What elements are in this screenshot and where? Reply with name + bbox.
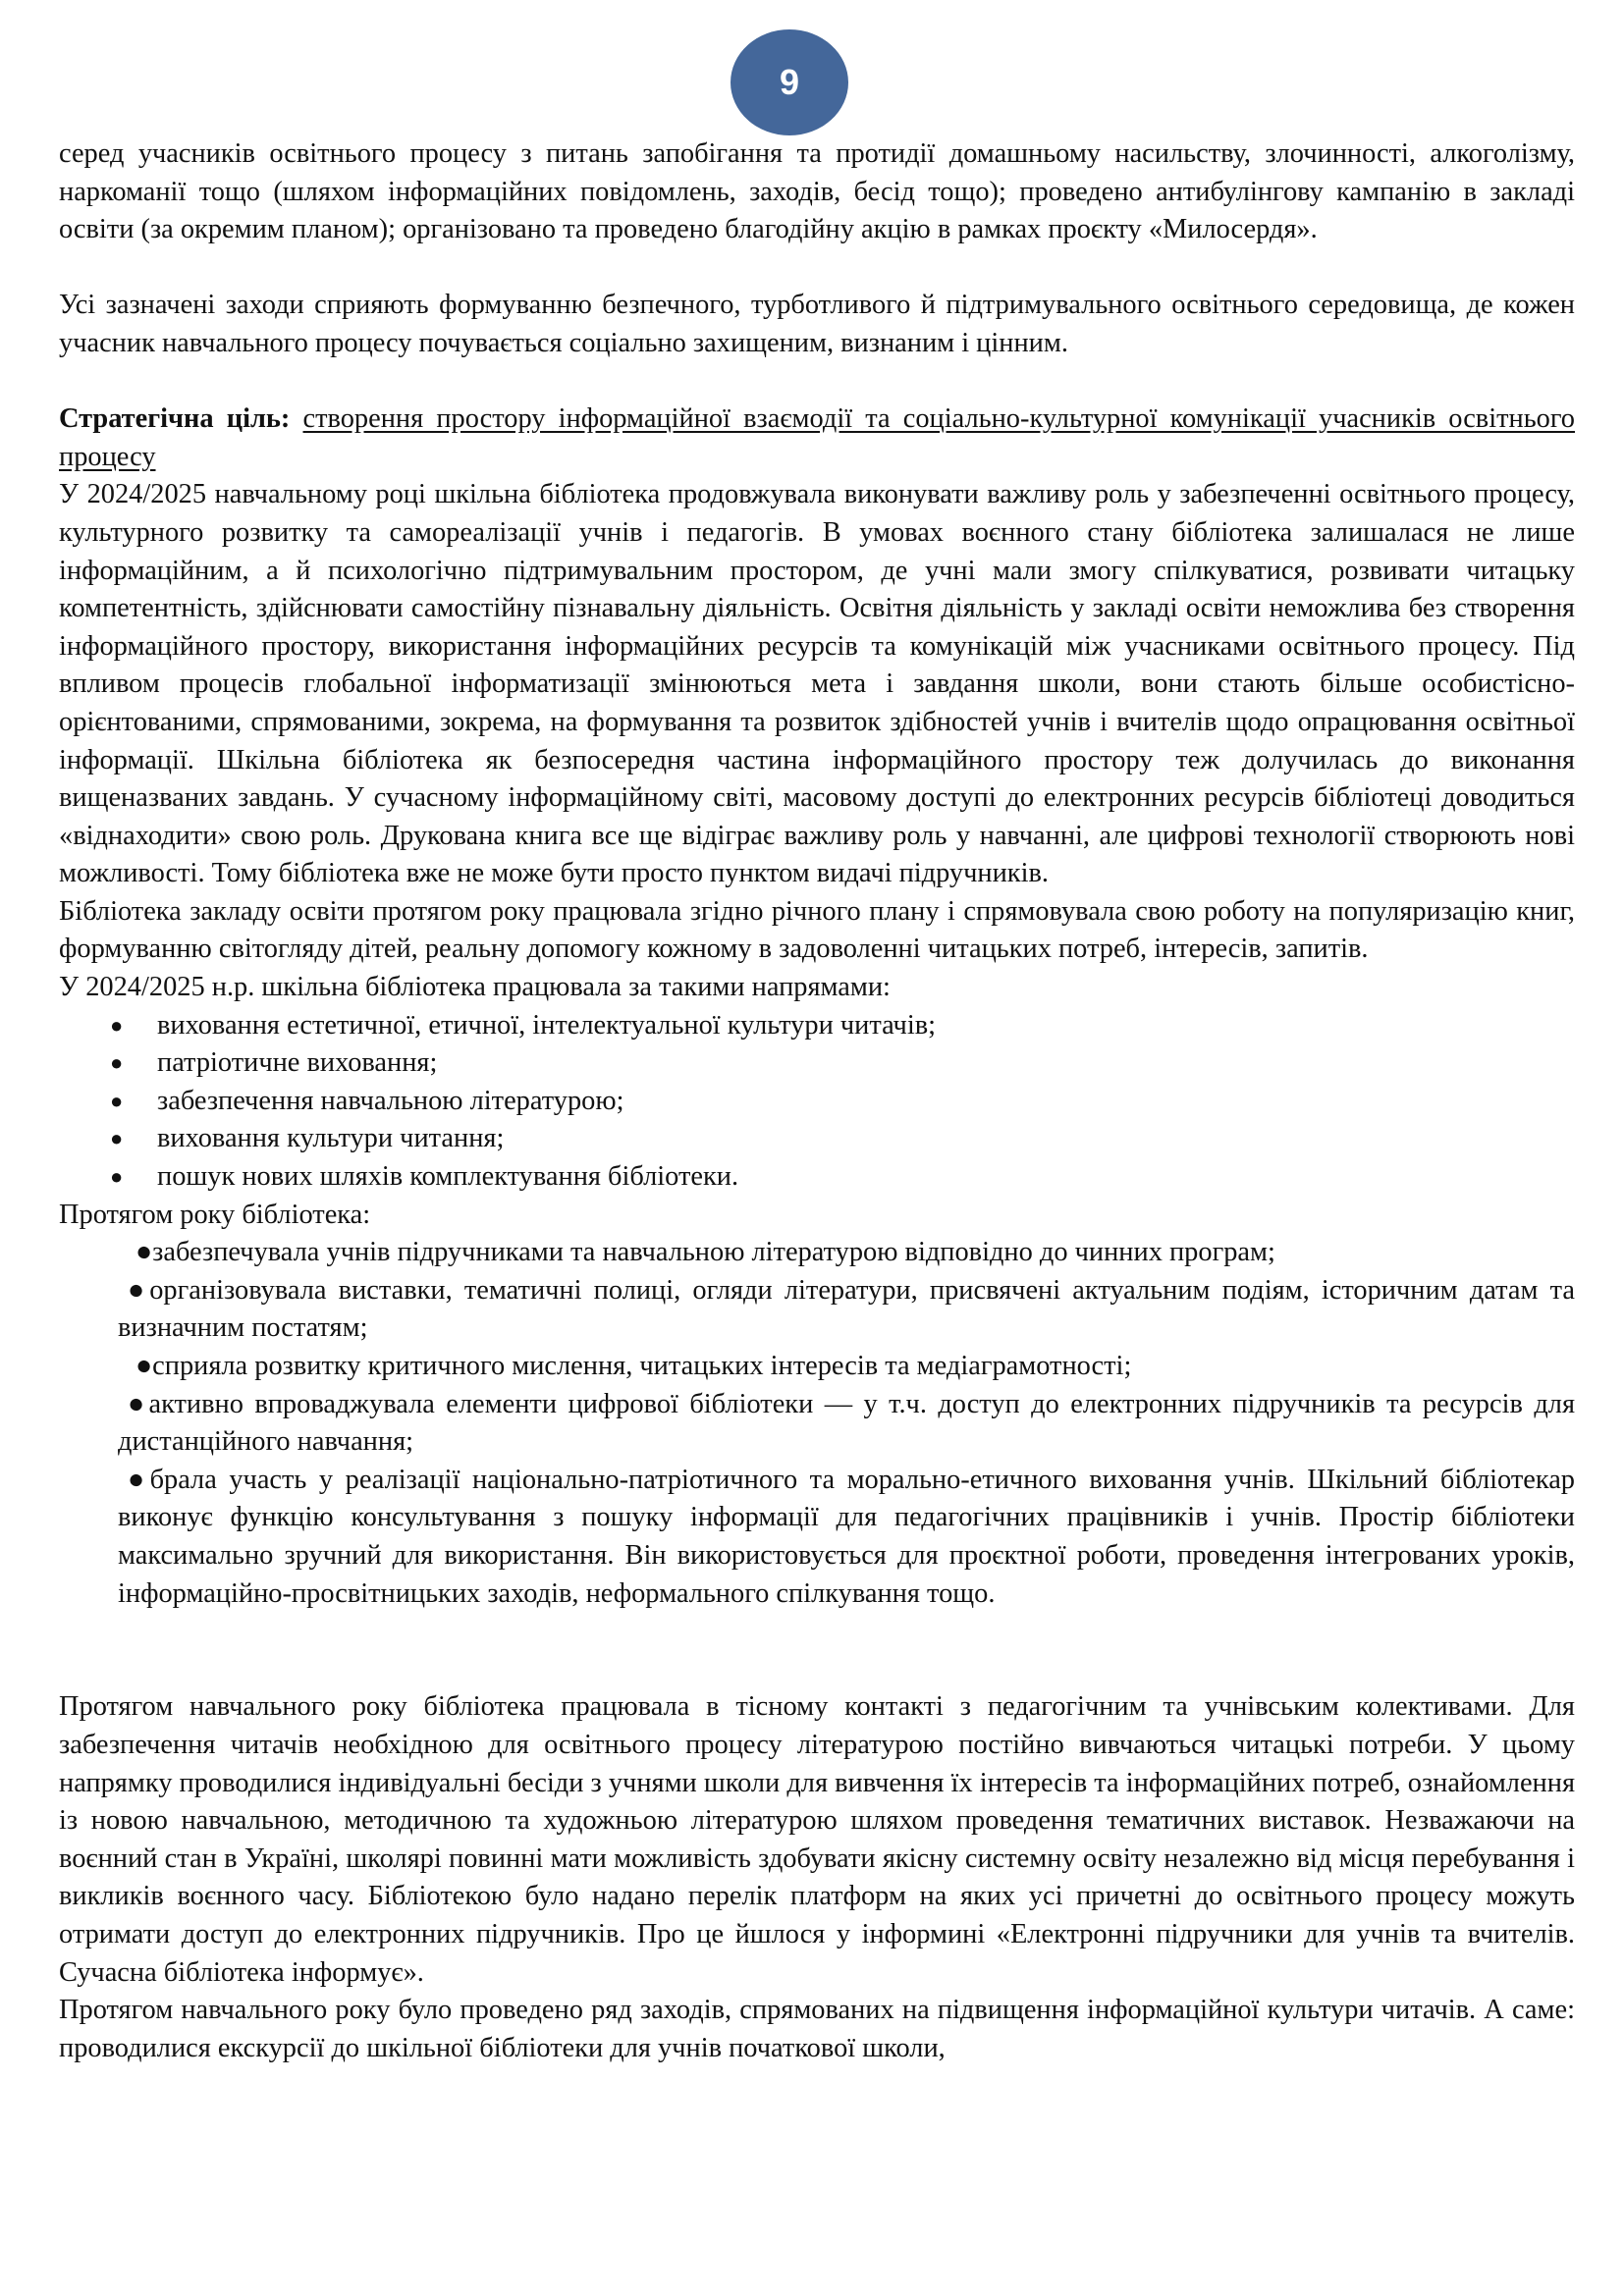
paragraph: серед учасників освітнього процесу з питань запобігання та протидії домашньому насильству, злочинності, алкоголізму, наркоманії тощо (шляхом інформаційних повідомлень, заходів, бесід тощо); проведено антибулінгову кампанію в закладі освіти (за окремим планом); організовано та проведено благодійну акцію в рамках проєкту «Милосердя». — [59, 138, 1575, 245]
list-item: ●організовувала виставки, тематичні полиці, огляди літератури, присвячені актуальним подіям, історичним датам та визначним постатям; — [118, 1274, 1575, 1344]
document-body — [59, 135, 1575, 2067]
paragraph-gap — [59, 1613, 1575, 1651]
strategic-goal-text: створення простору інформаційної взаємодії та соціально-культурної комунікації учасників освітнього процесу — [59, 403, 1575, 472]
list-item: ●активно впроваджувала елементи цифрової бібліотеки — у т.ч. доступ до електронних підручників та ресурсів для дистанційного навчання; — [118, 1388, 1575, 1458]
page-number: 9 — [779, 62, 800, 102]
activities-list — [59, 1234, 1575, 1613]
paragraph: Усі зазначені заходи сприяють формуванню безпечного, турботливого й підтримувального освітнього середовища, де кожен учасник навчального процесу почувається соціально захищеним, визнаним і цінним. — [59, 290, 1575, 358]
list-item: ● патріотичне виховання; — [59, 1044, 1575, 1083]
paragraph: Протягом навчального року бібліотека працювала в тісному контакті з педагогічним та учнівським колективами. Для забезпечення читачів необхідною для освітнього процесу літературою постійно вивчаються читацькі потреби. У цьому напрямку проводилися індивідуальні бесіди з учнями школи для вивчення їх інтересів та інформаційних потреб, ознайомлення із новою навчальною, методичною та художньою літературою шляхом проведення тематичних виставок. Незважаючи на воєнний стан в Україні, школярі повинні мати можливість здобувати якісну системну освіту незалежно від місця перебування і викликів воєнного часу. Бібліотекою було надано перелік платформ на яких усі причетні до освітнього процесу можуть отримати доступ до електронних підручників. Про це йшлося у інформині «Електронні підручники для учнів та вчителів. Сучасна бібліотека інформує». — [59, 1691, 1575, 1988]
paragraph: Протягом навчального року було проведено ряд заходів, спрямованих на підвищення інформаційної культури читачів. А саме: проводилися екскурсії до шкільної бібліотеки для учнів початкової школи, — [59, 1995, 1575, 2063]
list-item: ●брала участь у реалізації національно-патріотичного та морально-етичного виховання учнів. Шкільний бібліотекар виконує функцію консультування з пошуку інформації для педагогічних працівників і учнів. Простір бібліотеки максимально зручний для використання. Він використовується для проєктної роботи, проведення інтегрованих уроків, інформаційно-просвітницьких заходів, неформального спілкування тощо. — [118, 1464, 1575, 1609]
list-item: ●сприяла розвитку критичного мислення, читацьких інтересів та медіаграмотності; — [135, 1351, 1132, 1381]
activities-intro: Протягом року бібліотека: — [59, 1199, 371, 1230]
strategic-goal-label: Стратегічна ціль: — [59, 403, 291, 435]
paragraph: У 2024/2025 н.р. шкільна бібліотека працювала за такими напрямами: — [59, 972, 891, 1003]
paragraph-gap — [59, 1651, 1575, 1689]
strategic-goal — [59, 400, 1575, 476]
page-number-badge — [731, 29, 848, 135]
paragraph: Бібліотека закладу освіти протягом року працювала згідно річного плану і спрямовувала свою роботу на популяризацію книг, формуванню світогляду дітей, реальну допомогу кожному в задоволенні читацьких потреб, інтересів, запитів. — [59, 895, 1575, 965]
list-item: ●забезпечувала учнів підручниками та навчальною літературою відповідно до чинних програм; — [135, 1237, 1275, 1268]
list-item: ● забезпечення навчальною літературою; — [59, 1083, 1575, 1121]
paragraph-gap — [59, 363, 1575, 401]
paragraph-gap — [59, 249, 1575, 288]
directions-list — [59, 1007, 1575, 1197]
list-item: ● виховання естетичної, етичної, інтелектуальної культури читачів; — [59, 1007, 1575, 1045]
list-item: ● пошук нових шляхів комплектування бібліотеки. — [59, 1158, 1575, 1197]
list-item: ● виховання культури читання; — [59, 1120, 1575, 1158]
paragraph: У 2024/2025 навчальному році шкільна бібліотека продовжувала виконувати важливу роль у забезпеченні освітнього процесу, культурного розвитку та самореалізації учнів і педагогів. В умовах воєнного стану бібліотека залишалася не лише інформаційним, а й психологічно підтримувальним простором, де учні мали змогу спілкуватися, розвивати читацьку компетентність, здійснювати самостійну пізнавальну діяльність. Освітня діяльність у закладі освіти неможлива без створення інформаційного простору, використання інформаційних ресурсів та комунікацій між учасниками освітнього процесу. Під впливом процесів глобальної інформатизації змінюються мета і завдання школи, вони стають більше особистісно-орієнтованими, спрямованими, зокрема, на формування та розвиток здібностей учнів і вчителів щодо опрацювання освітньої інформації. Шкільна бібліотека як безпосередня частина інформаційного простору теж долучилась до виконання вищеназваних завдань. У сучасному інформаційному світі, масовому доступі до електронних ресурсів бібліотеці доводиться «віднаходити» свою роль. Друкована книга все ще відіграє важливу роль у навчанні, але цифрові технології створюють нові можливості. Тому бібліотека вже не може бути просто пунктом видачі підручників. — [59, 479, 1575, 889]
